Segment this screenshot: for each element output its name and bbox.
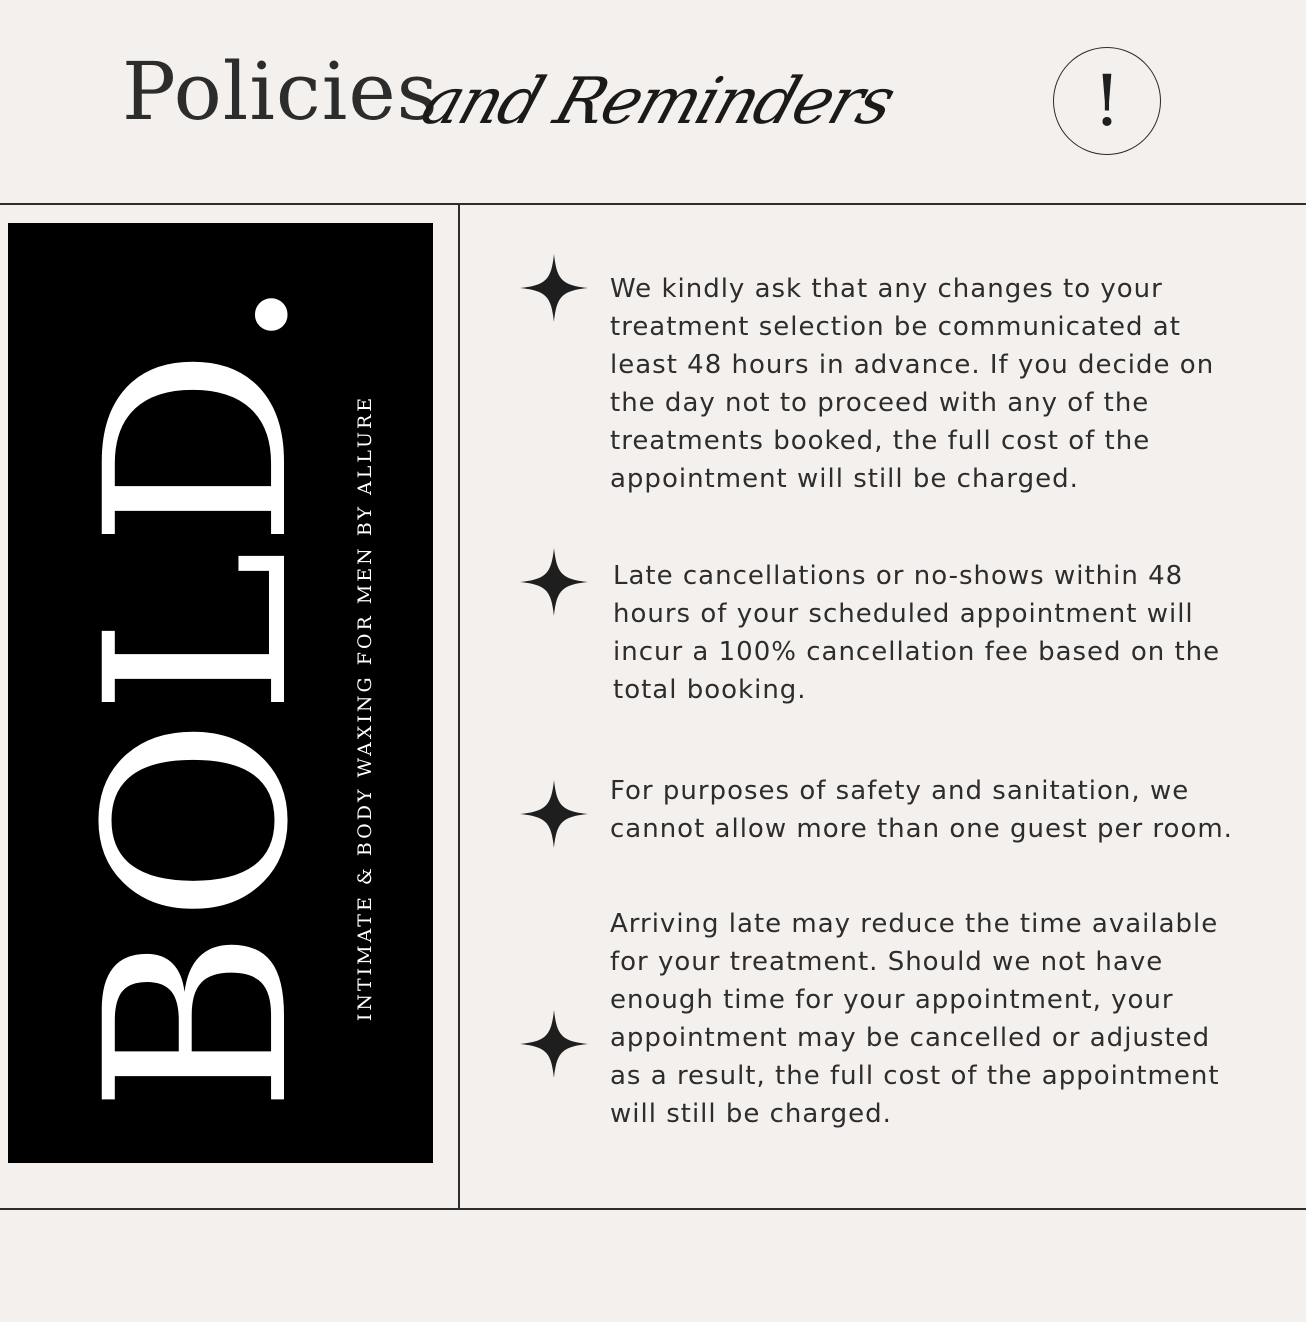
divider-bottom <box>0 1208 1306 1210</box>
page-title: Policies <box>122 45 439 138</box>
sparkle-icon <box>520 1010 588 1078</box>
divider-vertical <box>458 205 460 1210</box>
exclamation-icon <box>1053 47 1161 155</box>
page-subtitle-script: and Reminders <box>412 65 903 139</box>
divider-top <box>0 203 1306 205</box>
header <box>0 0 1306 204</box>
sparkle-icon <box>520 254 588 322</box>
policy-text-4: Arriving late may reduce the time available for your treatment. Should we not have enough time for your appointment, your appointment may be cancelled or adjusted as a result, the full cost of the appointment will still be charged. <box>610 909 1220 1129</box>
sparkle-icon <box>520 780 588 848</box>
policy-text-2: Late cancellations or no-shows within 48 hours of your scheduled appointment will incur a 100% cancellation fee based on the total booking. <box>613 561 1221 705</box>
exclamation-symbol: ! <box>1092 60 1122 142</box>
policy-text-1: We kindly ask that any changes to your treatment selection be communicated at least 48 hours in advance. If you decide on the day not to proceed with any of the treatments booked, the full cost of the appointment will still be charged. <box>610 274 1215 494</box>
bold-logo-panel <box>8 223 433 1163</box>
policy-text-3: For purposes of safety and sanitation, we cannot allow more than one guest per room. <box>610 776 1233 844</box>
bold-wordmark: BOLD. <box>52 272 343 1114</box>
sparkle-icon <box>520 548 588 616</box>
bold-tagline: INTIMATE & BODY WAXING FOR MEN BY ALLURE <box>354 394 376 1022</box>
